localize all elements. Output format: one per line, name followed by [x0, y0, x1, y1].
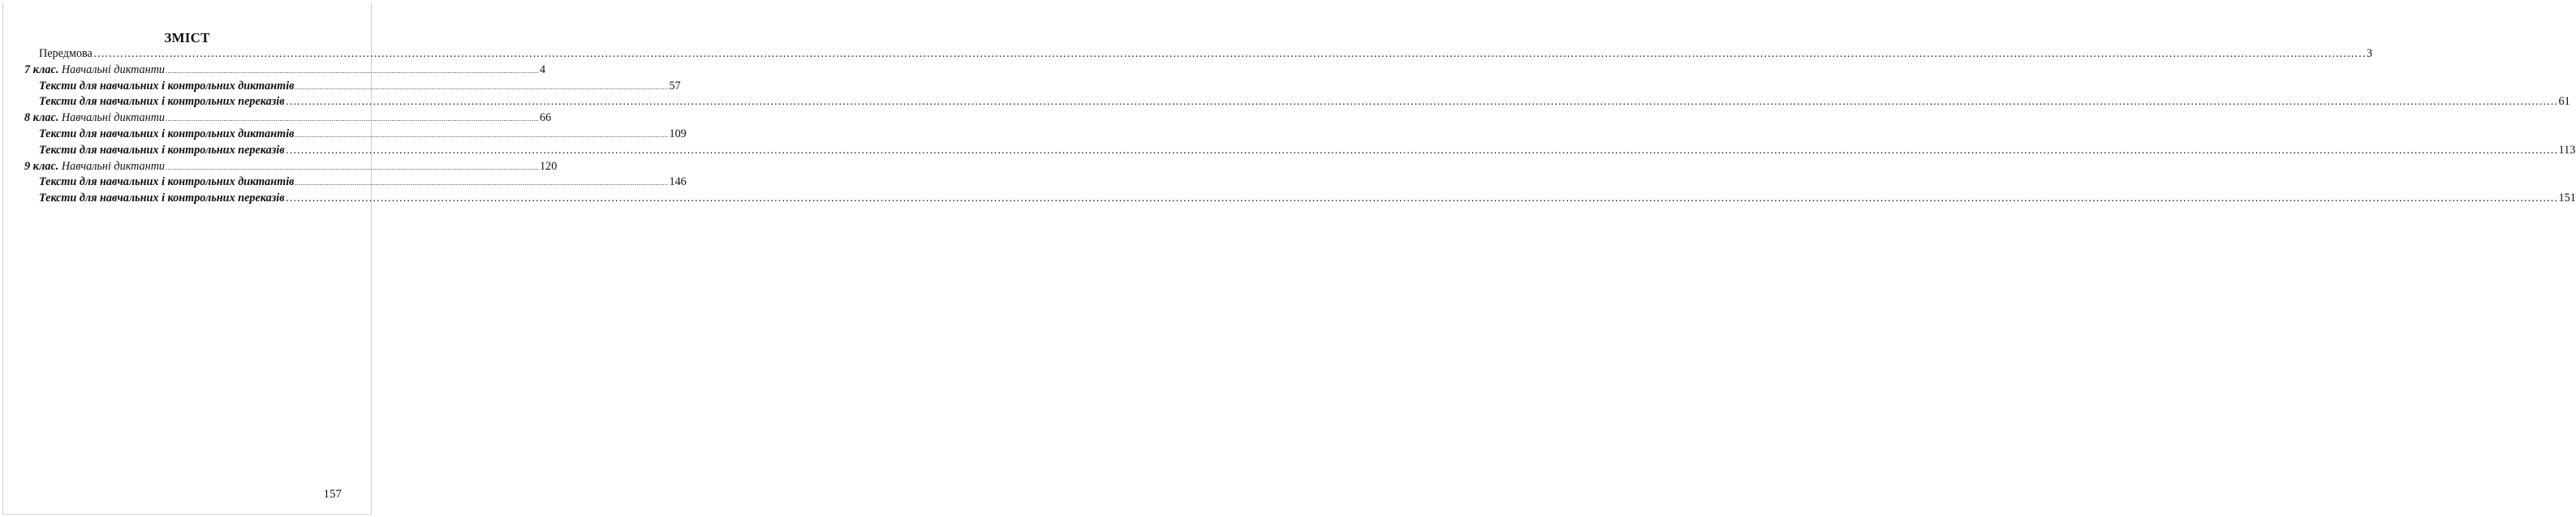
toc-dot-leader: ……………………………………………………………………………………………………………………………………………………………………………………………………………………………………………………………………………………………………………………………………………………………………………………………………………………………………………………………………………………………………………………………………………………	[285, 96, 2558, 109]
toc-dot-leader: ……………………………………………………………………………………………………………………………………………………………………………………………………………………………………………………………………………………………………………………………………………………………………………………………………………………………………………………………………………………………………………………………………………………	[285, 144, 2558, 157]
toc-dot-leader: ........................................................................................................................................................................................................	[166, 163, 540, 171]
toc-entry-page: 146	[669, 175, 687, 189]
toc-entry-label: Тексти для навчальних і контрольних переказів	[39, 143, 285, 157]
toc-entry-page: 61	[2558, 95, 2570, 109]
toc-entry	[39, 175, 687, 190]
toc-dot-leader: ........................................................................................................................................................................................................	[295, 131, 669, 139]
toc-entry-page: 120	[540, 159, 558, 173]
toc-dot-leader: ........................................................................................................................................................................................................	[295, 83, 669, 91]
toc-dot-leader: ........................................................................................................................................................................................................	[166, 115, 540, 123]
toc-entry-page: 4	[540, 62, 546, 76]
toc-entry-grade: 9 клас.	[24, 159, 59, 173]
toc-entry-label: Тексти для навчальних і контрольних диктантів	[39, 127, 295, 140]
toc-entry	[39, 127, 687, 142]
toc-entry-label	[24, 111, 165, 125]
toc-entry-page: 3	[2366, 47, 2372, 60]
toc-entry-page: 109	[669, 127, 687, 140]
toc-entry-page: 66	[540, 111, 552, 125]
toc-entry-page: 151	[2558, 192, 2576, 205]
toc-entry	[39, 143, 2576, 157]
toc-dot-leader: ........................................................................................................................................................................................................	[295, 179, 669, 187]
toc-entry	[24, 159, 558, 174]
toc-title: ЗМІСТ	[164, 30, 210, 45]
toc-entry-label: Тексти для навчальних і контрольних переказів	[39, 95, 285, 109]
toc-entry	[39, 47, 2372, 61]
toc-entry-label: Тексти для навчальних і контрольних диктантів	[39, 79, 295, 93]
toc-entry-grade: 7 клас.	[24, 62, 59, 76]
toc-entry	[39, 95, 2570, 109]
toc-entry	[24, 111, 552, 126]
toc-entry-page: 113	[2558, 143, 2576, 157]
toc-entry-topic: Навчальні диктанти	[61, 111, 166, 125]
toc-entry-topic: Навчальні диктанти	[61, 159, 166, 173]
toc-entry-label	[24, 63, 165, 77]
toc-entry	[39, 192, 2576, 205]
page-number: 157	[323, 488, 342, 501]
toc-entry-label: Передмова	[39, 47, 93, 60]
toc-entry-grade: 8 клас.	[24, 111, 59, 125]
toc-entry-label: Тексти для навчальних і контрольних переказів	[39, 192, 285, 205]
toc-dot-leader: ........................................................................................................................................................................................................	[166, 67, 540, 75]
toc-entry-label: Тексти для навчальних і контрольних диктантів	[39, 175, 295, 189]
toc-dot-leader: ……………………………………………………………………………………………………………………………………………………………………………………………………………………………………………………………………………………………………………………………………………………………………………………………………………………………………………………………………………………………………………………………………………………	[93, 48, 2366, 60]
toc-entry	[39, 79, 681, 94]
toc-entry-topic: Навчальні диктанти	[61, 62, 166, 76]
toc-entry	[24, 62, 546, 78]
toc-entry-label	[24, 160, 165, 174]
toc-entry-page: 57	[669, 79, 681, 93]
toc-dot-leader: ……………………………………………………………………………………………………………………………………………………………………………………………………………………………………………………………………………………………………………………………………………………………………………………………………………………………………………………………………………………………………………………………………………………	[285, 192, 2558, 205]
